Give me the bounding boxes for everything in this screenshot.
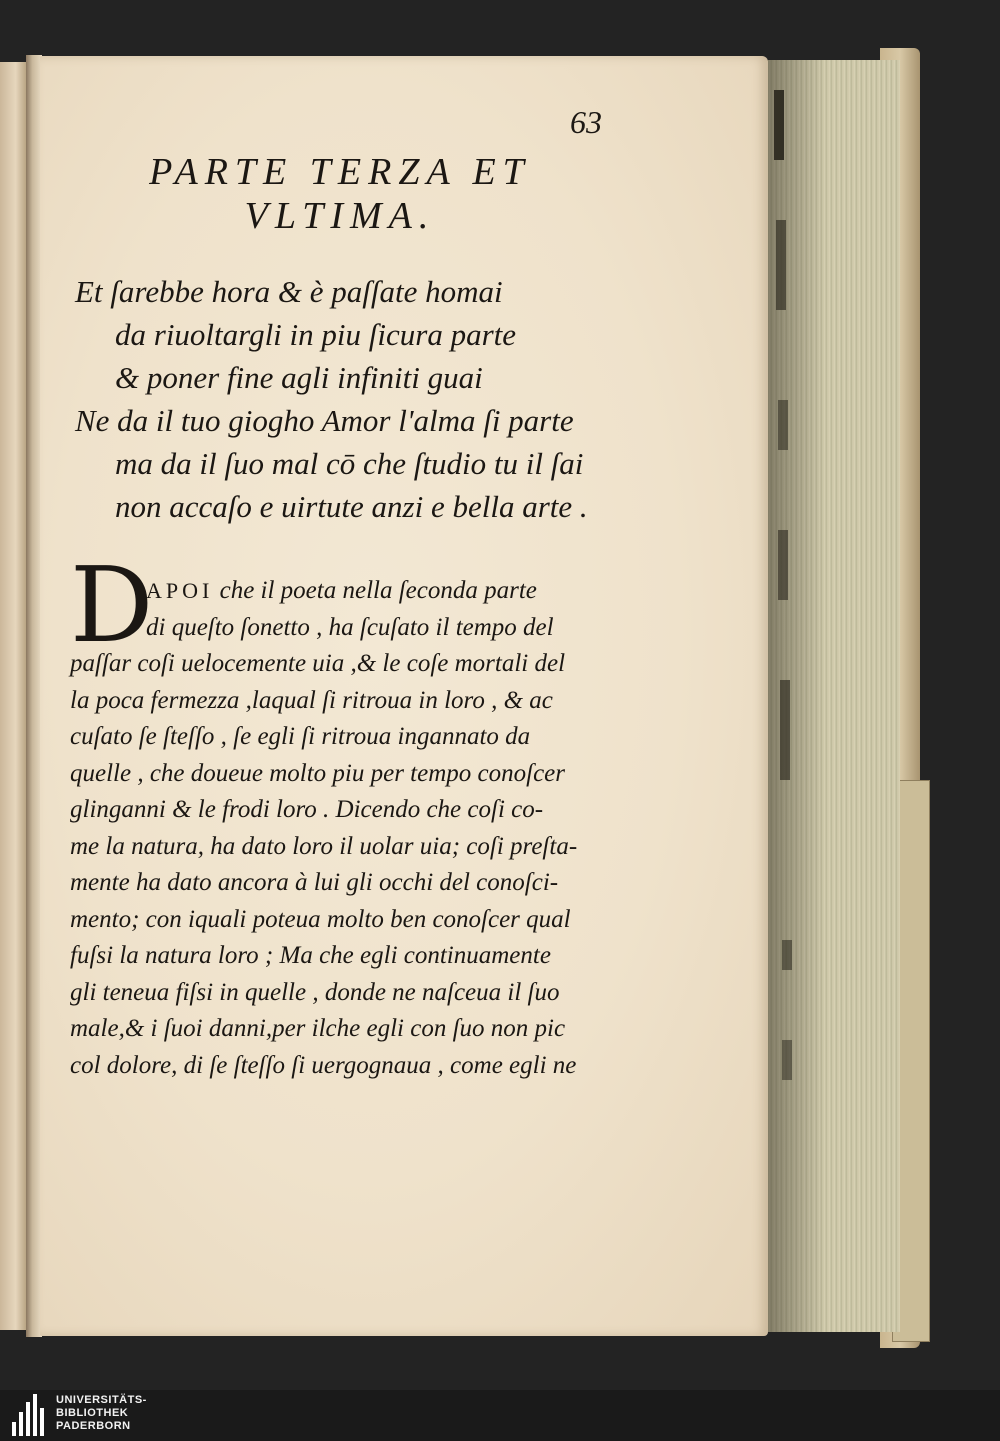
prose-first-caps: APOI bbox=[146, 578, 214, 603]
library-logo-text: UNIVERSITÄTS- BIBLIOTHEK PADERBORN bbox=[56, 1394, 147, 1432]
prose-line: gli teneua fiſsi in quelle , donde ne naſceua il ſuo bbox=[70, 978, 560, 1006]
prose-line: APOI che il poeta nella ſeconda parte bbox=[146, 577, 537, 604]
verse-line: & poner fine agli infiniti guai bbox=[115, 360, 483, 395]
page-number: 63 bbox=[570, 104, 602, 140]
verse-line: non accaſo e uirtute anzi e bella arte . bbox=[115, 489, 588, 524]
left-page-edge bbox=[0, 62, 28, 1330]
title-line: PARTE TERZA ET bbox=[149, 151, 531, 193]
verse-block bbox=[75, 270, 615, 528]
prose-line: male,& i ſuoi danni,per ilche egli con ſuo non pic bbox=[70, 1015, 566, 1042]
verse-line: Et ſarebbe hora & è paſſate homai bbox=[75, 274, 503, 309]
prose-line: quelle , che doueue molto piu per tempo conoſcer bbox=[70, 759, 565, 787]
prose-line: glinganni & le frodi loro . Dicendo che coſi co- bbox=[70, 796, 544, 823]
prose-line: di queſto ſonetto , ha ſcuſato il tempo del bbox=[146, 613, 554, 641]
commentary-block bbox=[70, 544, 600, 1105]
prose-line: col dolore, di ſe ſteſſo ſi uergognaua , come egli ne bbox=[70, 1051, 577, 1079]
section-title bbox=[100, 150, 580, 238]
prose-line: me la natura, ha dato loro il uolar uia; coſi preſta- bbox=[70, 832, 578, 860]
verse-line: Ne da il tuo giogho Amor l'alma ſi parte bbox=[75, 403, 574, 438]
library-footer bbox=[0, 1390, 1000, 1441]
library-logo-icon bbox=[10, 1394, 50, 1436]
prose-line: mente ha dato ancora à lui gli occhi del conoſci- bbox=[70, 869, 559, 896]
prose-line: paſſar coſi uelocemente uia ,& le coſe mortali del bbox=[70, 650, 566, 677]
drop-cap: D bbox=[70, 544, 154, 666]
prose-line: mento; con iquali poteua molto ben conoſcer qual bbox=[70, 905, 571, 933]
prose-line: cuſato ſe ſteſſo , ſe egli ſi ritroua ingannato da bbox=[70, 723, 531, 750]
title-line: VLTIMA. bbox=[244, 195, 436, 237]
verse-line: da riuoltargli in piu ſicura parte bbox=[115, 317, 517, 352]
prose-line: fuſsi la natura loro ; Ma che egli continuamente bbox=[70, 942, 551, 969]
prose-line: la poca fermezza ,laqual ſi ritroua in loro , & ac bbox=[70, 686, 553, 714]
verse-line: ma da il ſuo mal cō che ſtudio tu il ſai bbox=[115, 446, 584, 481]
page-edges-shadow bbox=[766, 60, 826, 1332]
